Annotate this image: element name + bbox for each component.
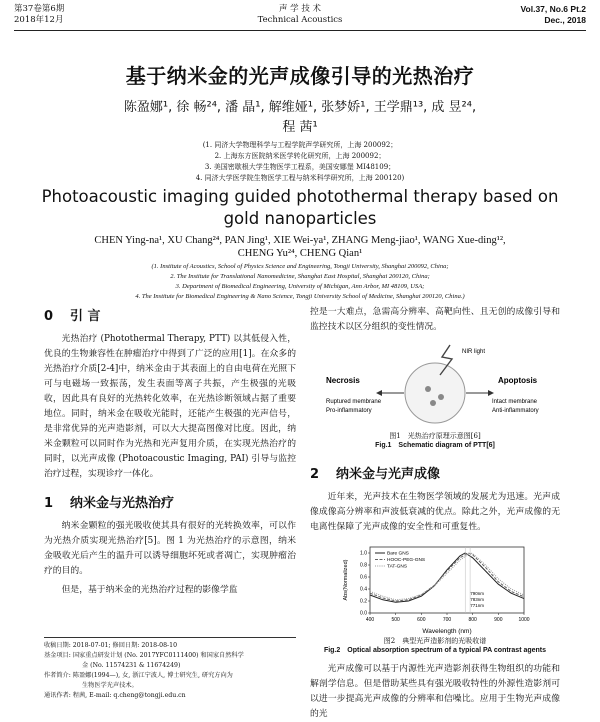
figure-2-caption-en: Fig.2 Optical absorption spectrum of a typical PA contrast agents [323, 647, 547, 654]
title-en-line2: gold nanoparticles [223, 209, 377, 228]
running-head [14, 4, 586, 30]
section-title: 纳米金与光声成像 [336, 467, 441, 482]
affiliation-cn: 2. 上海东方医院纳米医学转化研究所，上海 200092； [214, 152, 386, 160]
authors-cn-line2: 程 茜¹ [282, 120, 318, 135]
author-line-2: 生物医学光声技术。 [82, 682, 138, 689]
fund-label: 基金项目: [44, 652, 71, 659]
authors-cn [40, 98, 560, 138]
x-tick-label: 400 [365, 617, 375, 623]
section-title: 纳米金与光热治疗 [70, 496, 175, 511]
affiliation-cn: 4. 同济大学医学院生物医学工程与纳米科学研究所，上海 200120) [195, 174, 405, 182]
nanoparticle [425, 386, 431, 392]
affiliation-cn: 3. 美国密歇根大学生物医学工程系，美国安娜堡 MI48109； [204, 163, 396, 171]
y-tick-label: 0.4 [360, 586, 367, 593]
peak-annotation: 783nm [470, 597, 484, 602]
running-head-right [520, 4, 586, 26]
necrosis-sub2: Pro-inflammatory [326, 408, 372, 414]
authors-cn-line1: 陈盈娜¹, 徐 畅²⁴, 潘 晶¹, 解维娅¹, 张梦娇¹, 王学鼎¹³, 成 昱²⁴, [123, 100, 477, 115]
necrosis-label: Necrosis [326, 376, 360, 385]
figure-1-graphic [320, 341, 550, 431]
left-column [44, 305, 296, 598]
fund-text: 国家重点研发计划 (No. 2017YFC0111400) 和国家自然科学 [72, 652, 244, 659]
right-top-paragraph: 控是一大难点，急需高分辨率、高靶向性、且无创的成像引导和监控技术以区分组织的变性情况。 [310, 307, 560, 332]
apoptosis-label: Apoptosis [498, 376, 538, 385]
arrowhead-left [376, 390, 382, 396]
affiliation-en: (1. Institute of Acoustics, School of Physics Science and Engineering, Tongji University, Shanghai 200092, China; [151, 263, 449, 270]
affiliation-cn: (1. 同济大学物理科学与工程学院声学研究所，上海 200092； [202, 141, 398, 149]
x-tick-label: 900 [494, 617, 503, 623]
legend-entry: Bare GNS [387, 551, 409, 557]
title-en-line1: Photoacoustic imaging guided photothermal therapy based on [41, 187, 559, 206]
nir-label: NIR light [462, 349, 486, 355]
section-heading-intro [44, 305, 296, 324]
issue-cn: 第37卷第6期 [14, 4, 65, 14]
volume-en: Vol.37, No.6 Pt.2 [520, 4, 586, 14]
affiliation-en: 2. The Institute for Translational Nanomedicine, Shanghai East Hospital, Shanghai 200120, China; [170, 273, 430, 280]
affiliations-en [30, 262, 570, 302]
section-heading-1 [44, 492, 296, 511]
date-cn: 2018年12月 [14, 15, 64, 25]
apoptosis-sub2: Anti-inflammatory [492, 408, 539, 414]
y-tick-label: 0.0 [360, 610, 367, 617]
section2-paragraph-2: 光声成像可以基于内源性光声造影剂获得生物组织的功能和解剖学信息。但是借助某些具有强光吸收特性的外源性造影剂可以进一步提高光声成像的分辨率和信噪比。应用于生物光声成像的光 [310, 664, 560, 719]
x-tick-label: 600 [417, 617, 426, 623]
necrosis-sub1: Ruptured membrane [326, 399, 382, 405]
peak-annotation: 790nm [470, 591, 484, 596]
authors-en-line1: CHEN Ying-na¹, XU Chang²⁴, PAN Jing¹, XIE Wei-ya¹, ZHANG Meng-jiao¹, WANG Xue-ding¹², [94, 235, 506, 246]
section-number: 0 [44, 309, 54, 324]
section2-paragraph: 近年来，光声技术在生物医学领域的发展尤为迅速。光声成像成像高分辨率和声波低衰减的优点。除此之外，光声成像的无电离性保障了光声成像的安全性和可重复性。 [310, 492, 560, 532]
author-text: 陈盈娜(1994—), 女, 浙江宁波人, 博士研究生, 研究方向为 [72, 672, 233, 679]
section-heading-2 [310, 463, 560, 482]
x-axis-label: Wavelength (nm) [422, 628, 472, 635]
peak-annotation: 771nm [470, 603, 484, 608]
right-column [310, 305, 560, 722]
section-title: 引 言 [70, 309, 101, 324]
journal-cn: 声 学 技 术 [278, 4, 322, 14]
nanoparticle [430, 400, 436, 406]
absorption-chart [340, 541, 530, 636]
affiliations-cn [60, 140, 540, 184]
intro-paragraph: 光热治疗 (Photothermal Therapy, PTT) 以其低侵入性，优良的生物兼容性在肿瘤治疗中得到了广泛的应用[1]。在众多的光热治疗介质[2-4]中，纳米金由于其表面上的自由电荷在光照下可与电磁场一致振荡，发生表面等离子共振，产生极强的光吸收，因此具有良好的光热转化效率，在光热诊断领域占据了重要地位。同时，纳米金在吸收光能时，还能产生极强的光声信号，是非常优异的光声造影剂，可以大大提高图像对比度。因此，纳米金颗粒可以同时作为光热和光声复用介质，在实现光热治疗的同时，以光声成像 (Photoacoustic Imaging, PAI) 引导与监控治疗过程，实现诊疗一体化。 [44, 334, 296, 479]
figure-1-caption-en: Fig.1 Schematic diagram of PTT[6] [375, 442, 495, 449]
section-number: 1 [44, 496, 54, 511]
running-head-center [14, 4, 586, 26]
y-tick-label: 0.8 [360, 562, 367, 569]
apoptosis-sub1: Intact membrane [492, 399, 538, 405]
title-en [30, 186, 570, 230]
date-en: Dec., 2018 [544, 15, 586, 25]
journal-en: Technical Acoustics [257, 15, 343, 25]
y-tick-label: 0.6 [360, 574, 367, 581]
x-tick-label: 1000 [518, 617, 530, 623]
received-date: 收稿日期: 2018-07-01; 修回日期: 2018-08-10 [44, 642, 178, 649]
x-tick-label: 500 [391, 617, 400, 623]
section-number: 2 [310, 467, 320, 482]
affiliation-en: 4. The Institute for Biomedical Engineering & Nano Science, Tongji University School of Medicine, Shanghai 200120, China.) [135, 293, 465, 300]
authors-en-line2: CHENG Yu²⁴, CHENG Qian¹ [237, 248, 363, 259]
x-tick-label: 800 [468, 617, 477, 623]
y-axis-label: Abs(Normalized) [343, 559, 349, 601]
cell-illustration [405, 363, 465, 423]
legend-entry: TAT-GNS [387, 564, 408, 570]
x-tick-label: 700 [442, 617, 452, 623]
figure-2-caption-cn: 图2 典型光声造影剂的光吸收谱 [383, 637, 487, 645]
section1-paragraph: 纳米金颗粒的强光吸收使其具有很好的光转换效率，可以作为光热介质实现光热治疗[5]。图 1 为光热治疗的示意图，纳米金吸收光后产生的温升可以诱导细胞坏死或者凋亡，实现肿瘤治疗的目的。 [44, 521, 296, 576]
y-tick-label: 1.0 [360, 550, 367, 557]
plot-frame [370, 547, 524, 613]
fund-line-2: 金 (No. 11574231 & 11674249) [82, 662, 181, 669]
arrowhead-right [488, 390, 494, 396]
affiliation-en: 3. Department of Biomedical Engineering, University of Michigan, Ann Arbor, MI 48109, USA; [175, 283, 425, 290]
legend-entry: HOOC-PEG-GNS [387, 558, 426, 564]
figure-1-caption-cn: 图1 光热治疗原理示意图[6] [389, 432, 481, 440]
header-rule [14, 30, 586, 31]
y-tick-label: 0.2 [360, 598, 367, 605]
author-label: 作者简介: [44, 672, 71, 679]
footnotes [44, 637, 296, 701]
contact-line: 通讯作者: 程茜, E-mail: q.cheng@tongji.edu.cn [44, 692, 186, 699]
title-cn: 基于纳米金的光声成像引导的光热治疗 [125, 64, 475, 88]
fund-line [44, 651, 296, 661]
authors-en [30, 234, 570, 260]
figure-1 [320, 341, 550, 431]
author-line [44, 671, 296, 681]
figure-2 [340, 541, 530, 636]
section1-paragraph-2: 但是，基于纳米金的光热治疗过程的影像学监 [61, 585, 238, 595]
nanoparticle [438, 394, 444, 400]
